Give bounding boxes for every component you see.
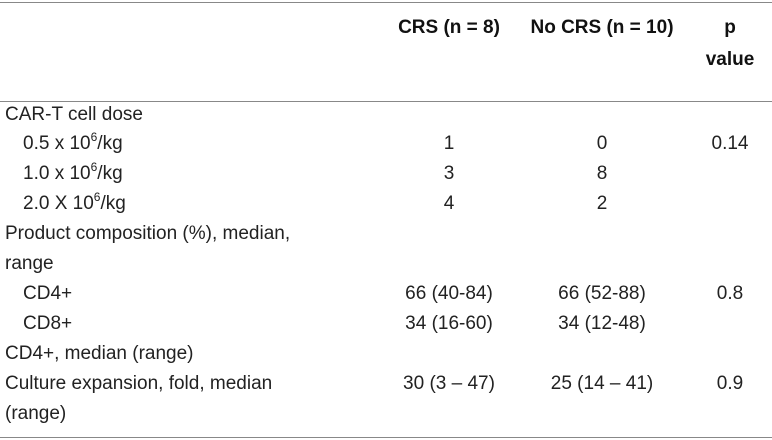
cell-cd4-p: 0.8 (716, 283, 744, 304)
table-top-rule (0, 2, 772, 3)
header-no-crs: No CRS (n = 10) (530, 17, 674, 38)
cell-dose3-crs: 4 (443, 193, 455, 214)
row-label-cd8: CD8+ (23, 313, 73, 334)
header-p-value-line2: value (705, 49, 755, 70)
row-label-dose-2.0: 2.0 X $10^6/kg$ (23, 189, 126, 214)
row-label-cd4: CD4+ (23, 283, 73, 304)
row-label-dose-title: CAR-T cell dose (5, 104, 143, 125)
cell-cd8-nocrs: 34 (12-48) (558, 313, 646, 334)
cell-cd4-crs: 66 (40-84) (405, 283, 493, 304)
row-label-cd4-median: CD4+, median (range) (5, 343, 194, 364)
cell-culture-p: 0.9 (716, 373, 744, 394)
row-label-dose-0.5: 0.5 x $10^6/kg$ (23, 129, 123, 154)
cell-dose1-p: 0.14 (711, 133, 749, 154)
cell-dose1-crs: 1 (443, 133, 455, 154)
table-bottom-rule (0, 437, 772, 438)
cell-cd4-nocrs: 66 (52-88) (558, 283, 646, 304)
row-label-composition-line2: range (5, 253, 54, 274)
row-label-culture-line1: Culture expansion, fold, median (5, 373, 273, 394)
row-label-culture-line2: (range) (5, 403, 67, 424)
cell-culture-nocrs: 25 (14 – 41) (550, 373, 654, 394)
cell-dose3-nocrs: 2 (596, 193, 608, 214)
cell-dose2-crs: 3 (443, 163, 455, 184)
row-label-composition-line1: Product composition (%), median, (5, 223, 291, 244)
header-rule (0, 101, 772, 102)
cell-cd8-crs: 34 (16-60) (405, 313, 493, 334)
cell-dose1-nocrs: 0 (596, 133, 608, 154)
cell-culture-crs: 30 (3 – 47) (403, 373, 495, 394)
cell-dose2-nocrs: 8 (596, 163, 608, 184)
header-p-value-line1: p (724, 17, 736, 38)
header-crs: CRS (n = 8) (398, 17, 500, 38)
row-label-dose-1.0: 1.0 x $10^6/kg$ (23, 159, 123, 184)
